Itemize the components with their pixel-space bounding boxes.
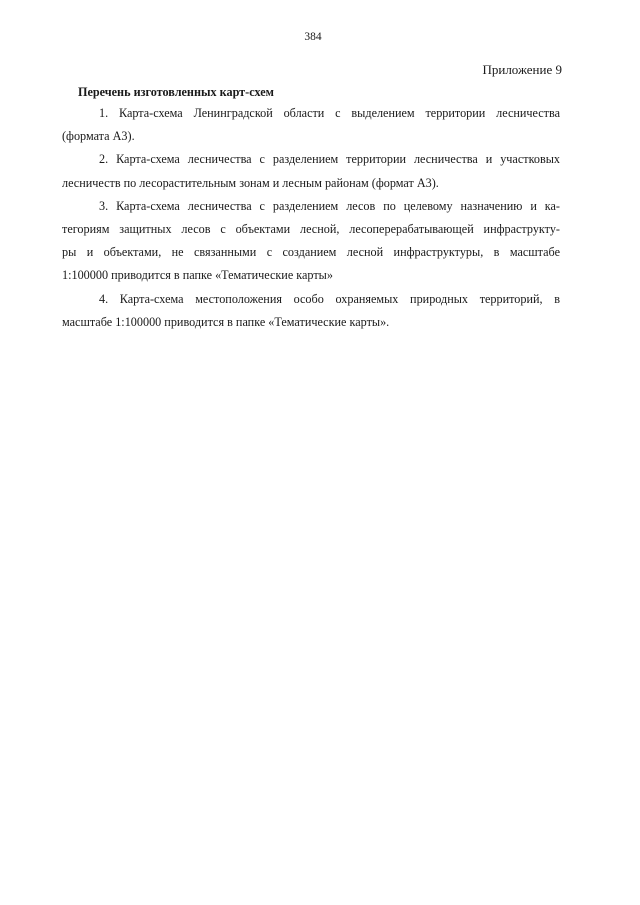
list-item — [62, 102, 560, 148]
item-line: 4. Карта-схема местоположения особо охраняемых природных территорий, в — [99, 291, 560, 306]
item-line: масштабе 1:100000 приводится в папке «Тематические карты». — [62, 314, 390, 329]
list-item — [62, 148, 560, 194]
list-item — [62, 195, 560, 288]
appendix-label: Приложение 9 — [482, 62, 562, 77]
item-line: 2. Карта-схема лесничества с разделением территории лесничества и участковых — [99, 152, 560, 167]
page-number: 384 — [304, 31, 322, 43]
item-line: 1:100000 приводится в папке «Тематические карты» — [62, 268, 333, 283]
item-line: (формата А3). — [62, 129, 135, 144]
section-heading: Перечень изготовленных карт-схем — [78, 85, 274, 99]
document-body — [62, 84, 560, 334]
item-line: ры и объектами, не связанными с созданием лесной инфраструктуры, в масштабе — [62, 245, 560, 260]
item-line: 1. Карта-схема Ленинградской области с выделением территории лесничества — [99, 106, 560, 120]
item-line: тегориям защитных лесов с объектами лесной, лесоперерабатывающей инфраструкту- — [62, 222, 560, 237]
item-line: 3. Карта-схема лесничества с разделением лесов по целевому назначению и ка- — [99, 198, 560, 213]
list-item — [62, 288, 560, 334]
item-line: лесничеств по лесорастительным зонам и лесным районам (формат А3). — [62, 175, 439, 190]
